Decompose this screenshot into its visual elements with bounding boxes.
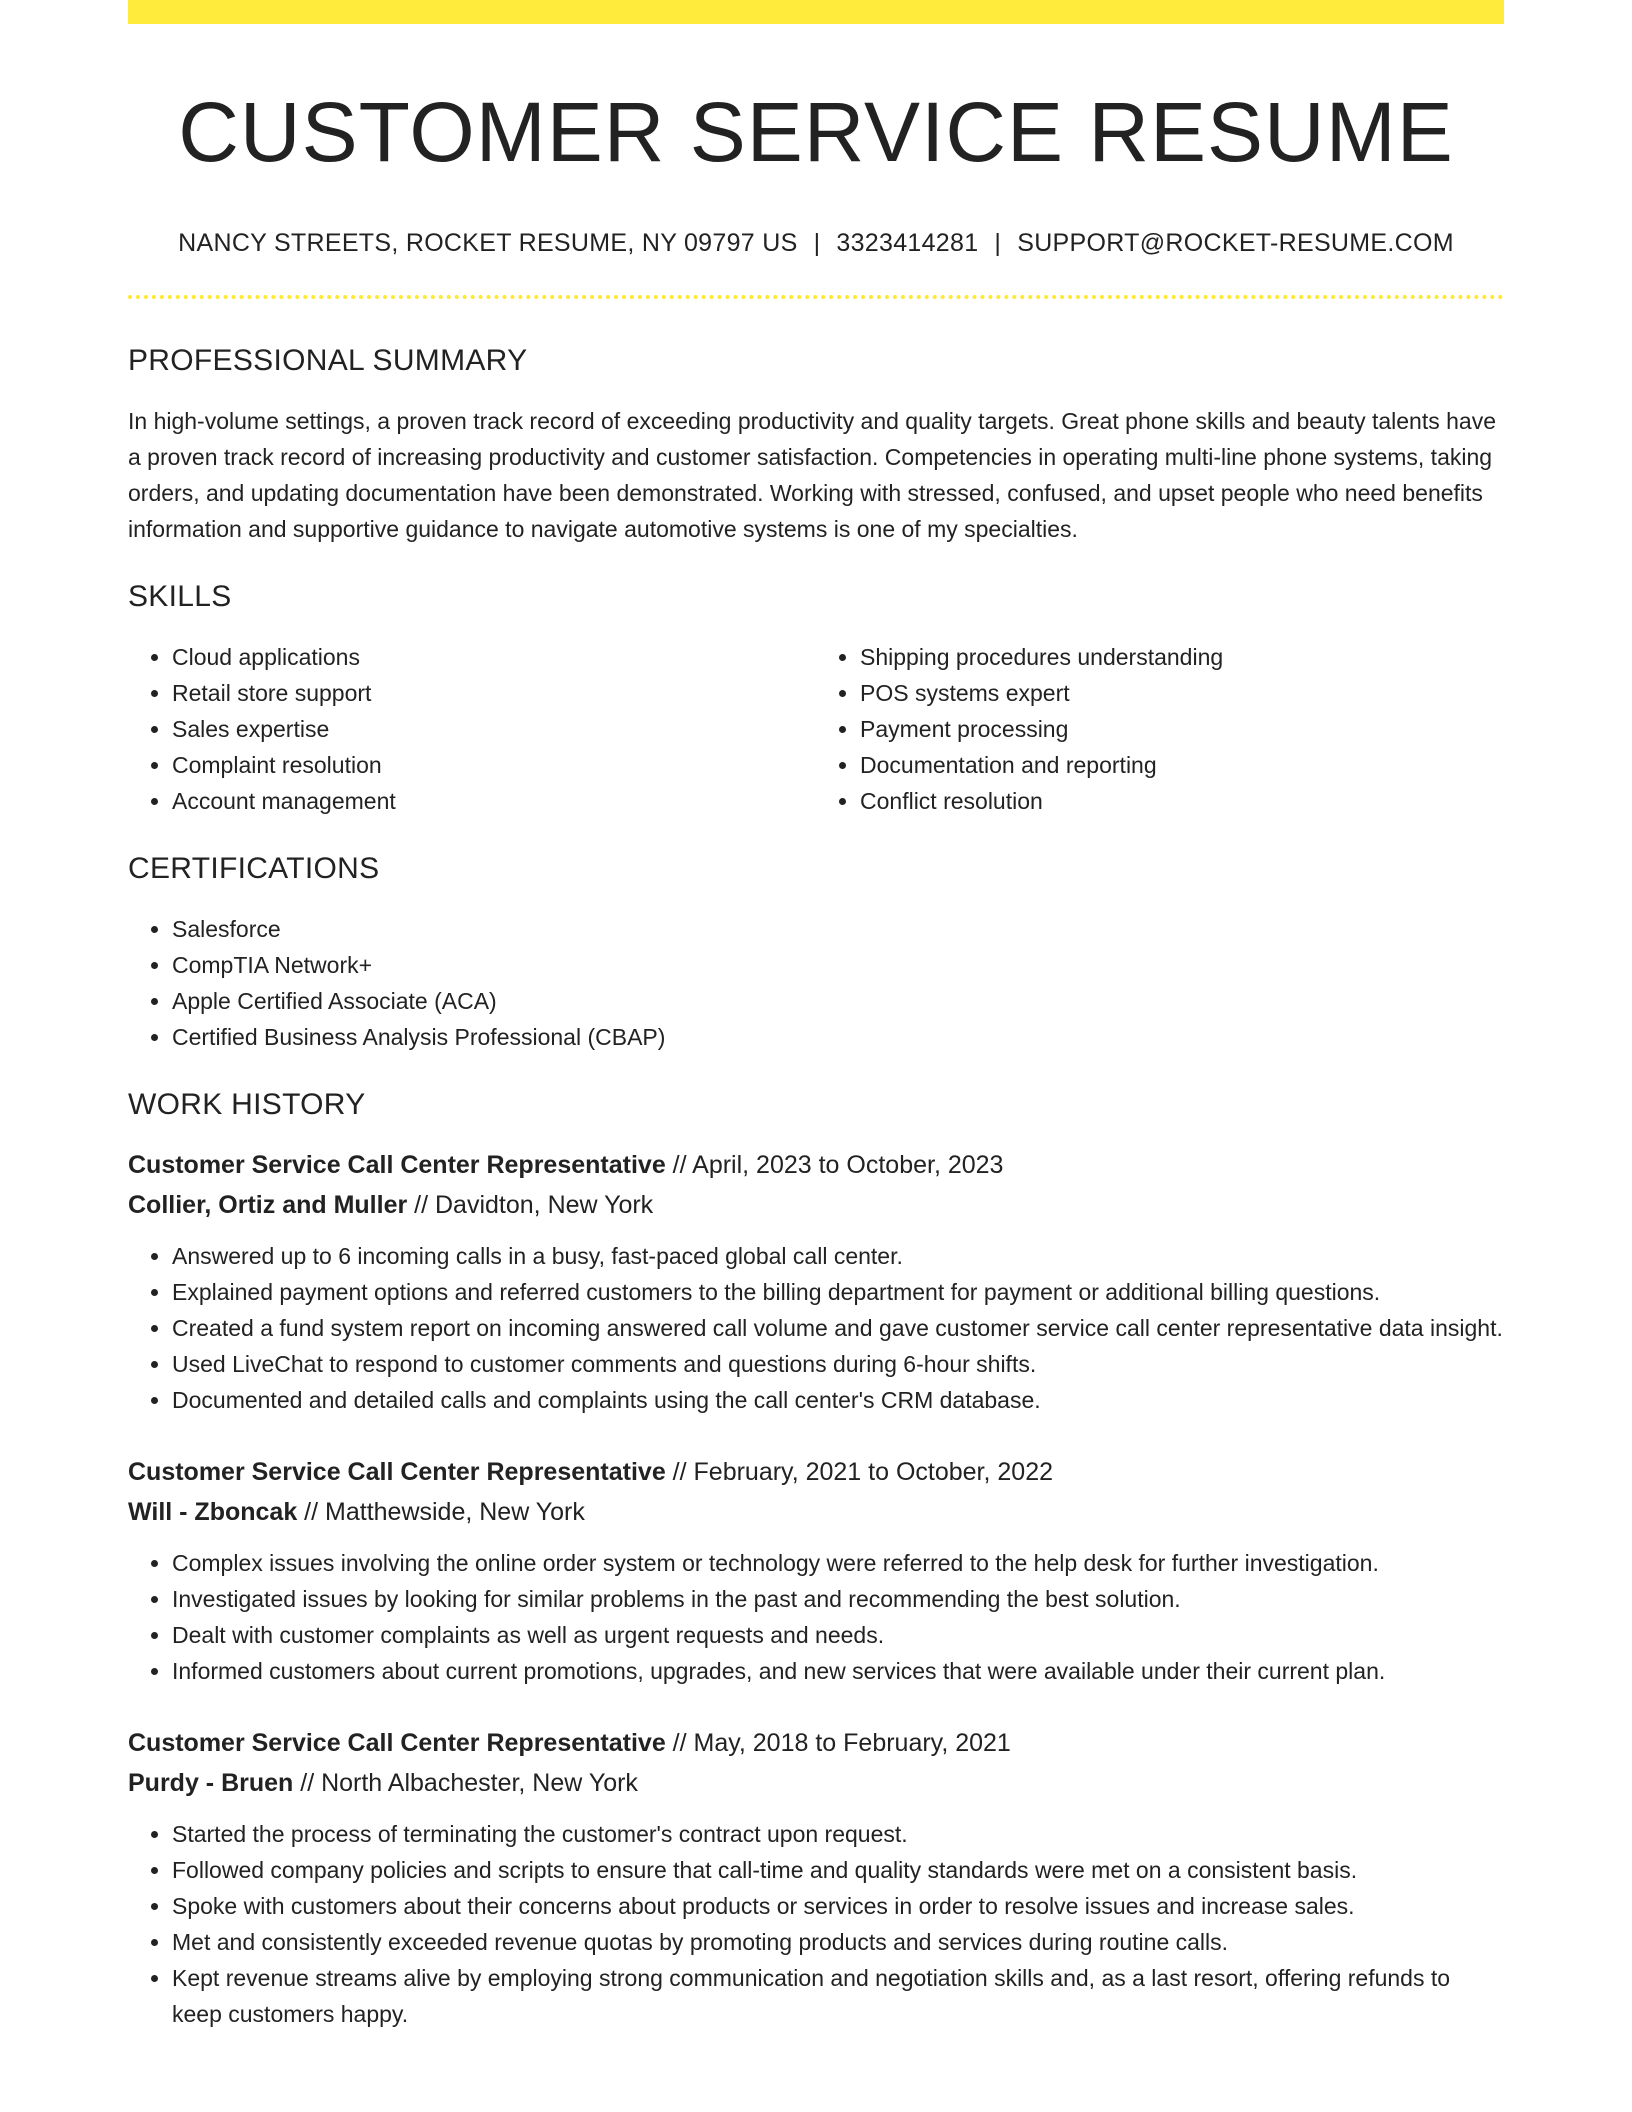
summary-paragraph: In high-volume settings, a proven track record of exceeding productivity and quality targets. Great phone skills and beauty talents have a proven track record of increasing productivity and customer satisfaction. Competencies in operating multi-line phone systems, taking orders, and updating documentation have been demonstrated. Working with stressed, confused, and upset people who need benefits information and supportive guidance to navigate automotive systems is one of my specialties. xyxy=(128,408,1496,543)
job-dates: // April, 2023 to October, 2023 xyxy=(665,1151,1004,1180)
job-bullet: • Explained payment options and referred customers to the billing department for payment or additional billing questions. xyxy=(172,1274,1504,1310)
job-title-line xyxy=(128,1452,1504,1492)
job-bullet: • Dealt with customer complaints as well as urgent requests and needs. xyxy=(172,1617,1504,1653)
job-bullet: • Documented and detailed calls and complaints using the call center's CRM database. xyxy=(172,1382,1504,1418)
job-bullet: • Investigated issues by looking for similar problems in the past and recommending the best solution. xyxy=(172,1581,1504,1617)
job-title-line xyxy=(128,1145,1504,1185)
certification-item: • Salesforce xyxy=(172,911,1504,947)
job-bullet: • Met and consistently exceeded revenue quotas by promoting products and services during routine calls. xyxy=(172,1924,1504,1960)
accent-top-bar xyxy=(128,0,1504,24)
skill-item: • Sales expertise xyxy=(172,711,816,747)
job-bullet: • Kept revenue streams alive by employing strong communication and negotiation skills and, as a last resort, offering refunds to keep customers happy. xyxy=(172,1960,1504,2032)
certifications-list xyxy=(128,911,1504,1055)
section-heading-summary: PROFESSIONAL SUMMARY xyxy=(128,344,528,378)
company-location: // Matthewside, New York xyxy=(297,1498,585,1527)
skill-item: • Documentation and reporting xyxy=(860,747,1504,783)
job-title: Customer Service Call Center Representative xyxy=(128,1458,666,1487)
contact-separator: | xyxy=(813,229,821,258)
job-bullet: • Followed company policies and scripts to ensure that call-time and quality standards were met on a consistent basis. xyxy=(172,1852,1504,1888)
certification-item: • Apple Certified Associate (ACA) xyxy=(172,983,1504,1019)
job-entry xyxy=(128,1145,1504,1418)
skills-list-left xyxy=(128,639,816,819)
company-location: // Davidton, New York xyxy=(407,1191,654,1220)
contact-separator: | xyxy=(994,229,1002,258)
job-bullets xyxy=(128,1238,1504,1418)
skill-item: • Shipping procedures understanding xyxy=(860,639,1504,675)
company-name: Purdy - Bruen xyxy=(128,1769,294,1798)
skill-item: • Cloud applications xyxy=(172,639,816,675)
job-bullet: • Spoke with customers about their concerns about products or services in order to resolve issues and increase sales. xyxy=(172,1888,1504,1924)
section-heading-certifications: CERTIFICATIONS xyxy=(128,852,380,886)
skill-item: • Account management xyxy=(172,783,816,819)
job-title-line xyxy=(128,1723,1504,1763)
dotted-divider xyxy=(128,295,1504,299)
job-entry xyxy=(128,1723,1504,2032)
resume-page xyxy=(128,0,1504,2112)
job-entry xyxy=(128,1452,1504,1689)
company-name: Collier, Ortiz and Muller xyxy=(128,1191,408,1220)
section-heading-skills: SKILLS xyxy=(128,580,232,614)
company-line xyxy=(128,1185,1504,1225)
job-bullet: • Informed customers about current promotions, upgrades, and new services that were available under their current plan. xyxy=(172,1653,1504,1689)
certification-item: • CompTIA Network+ xyxy=(172,947,1504,983)
skill-item: • Payment processing xyxy=(860,711,1504,747)
section-heading-work-history: WORK HISTORY xyxy=(128,1088,366,1122)
job-bullet: • Started the process of terminating the customer's contract upon request. xyxy=(172,1816,1504,1852)
job-title: Customer Service Call Center Representative xyxy=(128,1729,666,1758)
certification-item: • Certified Business Analysis Professional (CBAP) xyxy=(172,1019,1504,1055)
contact-phone: 3323414281 xyxy=(836,229,979,258)
job-bullet: • Complex issues involving the online order system or technology were referred to the help desk for further investigation. xyxy=(172,1545,1504,1581)
job-bullets xyxy=(128,1816,1504,2032)
job-bullet: • Answered up to 6 incoming calls in a busy, fast-paced global call center. xyxy=(172,1238,1504,1274)
skills-list-right xyxy=(816,639,1504,819)
job-bullet: • Created a fund system report on incoming answered call volume and gave customer service call center representative data insight. xyxy=(172,1310,1504,1346)
skills-grid xyxy=(128,639,1504,819)
skill-item: • Retail store support xyxy=(172,675,816,711)
job-bullets xyxy=(128,1545,1504,1689)
company-line xyxy=(128,1492,1504,1532)
job-dates: // May, 2018 to February, 2021 xyxy=(665,1729,1011,1758)
company-name: Will - Zboncak xyxy=(128,1498,298,1527)
contact-email[interactable]: SUPPORT@ROCKET-RESUME.COM xyxy=(1017,229,1454,258)
company-line xyxy=(128,1763,1504,1803)
contact-address: NANCY STREETS, ROCKET RESUME, NY 09797 US xyxy=(178,229,798,258)
contact-line xyxy=(128,228,1504,258)
job-dates: // February, 2021 to October, 2022 xyxy=(665,1458,1054,1487)
company-location: // North Albachester, New York xyxy=(293,1769,638,1798)
job-title: Customer Service Call Center Representative xyxy=(128,1151,666,1180)
skill-item: • POS systems expert xyxy=(860,675,1504,711)
job-bullet: • Used LiveChat to respond to customer comments and questions during 6-hour shifts. xyxy=(172,1346,1504,1382)
skill-item: • Conflict resolution xyxy=(860,783,1504,819)
skill-item: • Complaint resolution xyxy=(172,747,816,783)
resume-title: CUSTOMER SERVICE RESUME xyxy=(178,85,1454,179)
